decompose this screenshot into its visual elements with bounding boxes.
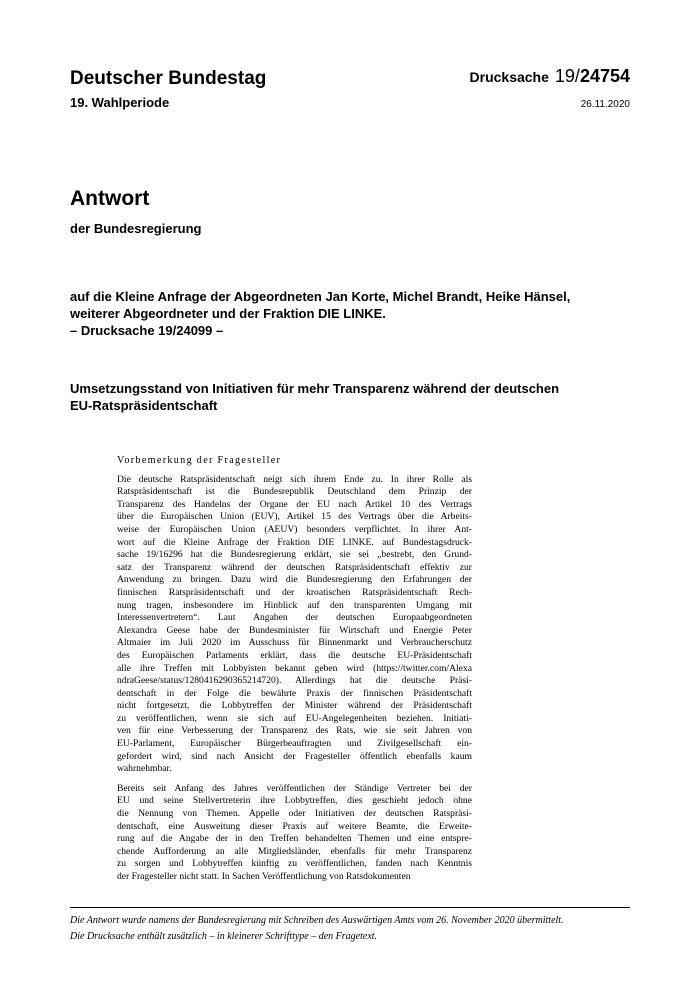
footer-divider [70,907,630,908]
paragraph-line: Bereits seit Anfang des Jahres veröffentlichen der Ständige Vertreter bei der [117,782,472,794]
paragraph-line: satz der Transparenz während der deutschen Ratspräsidentschaft effektiv zur [117,561,472,573]
paragraph-line: Transparenz des Handelns der Organe der EU nach Artikel 10 des Vertrags [117,498,472,510]
document-number-value: 24754 [579,66,630,86]
paragraph-line: Ratspräsidentschaft ist die Bundesrepublik Deutschland dem Prinzip der [117,486,472,498]
subject-title [70,380,640,414]
paragraph-2 [117,783,472,884]
paragraph-line: ndraGeese/status/1280416290365214720). Allerdings hat die deutsche Präsi- [117,675,472,687]
paragraph-line: rung auf die Angabe der in den Treffen behandelten Themen und eine entspre- [117,833,472,845]
paragraph-line: sache 19/16296 hat die Bundesregierung erklärt, sie sei „bestrebt, den Grund- [117,549,472,561]
paragraph-line: gefordert wird, sind nach Ansicht der Fragesteller öffentlich ebenfalls kaum [117,750,472,762]
document-date: 26.11.2020 [580,99,630,110]
paragraph-line: Alexandra Geese habe der Bundesminister für Wirtschaft und Energie Peter [117,624,472,636]
paragraph-line: zu veröffentlichen, wenn sie sich auf EU-Angelegenheiten beziehen. Initiati- [117,712,472,724]
paragraph-1 [117,474,472,776]
paragraph-line: wort auf die Kleine Anfrage der Fraktion DIE LINKE. auf Bundestagsdruck- [117,536,472,548]
paragraph-line: dentschaft, eine Ausweitung dieser Praxis auf weitere Beamte, die Erweite- [117,820,472,832]
subject-line: EU-Ratspräsidentschaft [70,398,218,413]
paragraph-line: wahrnehmbar. [117,763,172,775]
paragraph-line: dentschaft in der Folge die bewährte Praxis der finnischen Präsidentschaft [117,687,472,699]
paragraph-line: die Nennung von Themen. Appelle oder Initiativen der deutschen Ratspräsi- [117,808,472,820]
inquiry-line: weiterer Abgeordneter und der Fraktion DIE LINKE. [70,306,386,321]
paragraph-line: ven für eine Verbesserung der Transparenz des Rats, wie sie seit Jahren von [117,725,472,737]
page-title: Antwort [70,187,150,210]
document-prefix: 19/ [554,66,580,86]
paragraph-line: nung tragen, insbesondere im Hinblick auf den transparenten Umgang mit [117,599,472,611]
inquiry-line: auf die Kleine Anfrage der Abgeordneten Jan Korte, Michel Brandt, Heike Hänsel, [70,289,571,304]
paragraph-line: Die deutsche Ratspräsidentschaft neigt sich ihrem Ende zu. In ihrer Rolle als [117,473,472,485]
paragraph-line: weise der Europäischen Union (AEUV) besonders verpflichtet. In ihrer Ant- [117,523,472,535]
document-label: Drucksache [469,69,549,85]
paragraph-line: Interessenvertretern“. Laut Angaben der deutschen Europaabgeordneten [117,612,472,624]
paragraph-line: finnischen Ratspräsidentschaft und der kroatischen Ratspräsidentschaft Rech- [117,586,472,598]
paragraph-line: über die Europäischen Union (EUV), Artikel 15 des Vertrags über die Arbeits- [117,511,472,523]
document-number [470,66,630,87]
preliminary-remark-heading: Vorbemerkung der Fragesteller [117,455,282,466]
electoral-period: 19. Wahlperiode [70,95,170,110]
paragraph-line: EU-Parlament, Europäischer Bürgerbeauftragten und Zivilgesellschaft ein- [117,738,472,750]
institution-name: Deutscher Bundestag [70,68,267,89]
paragraph-line: alle ihre Treffen mit Lobbyisten bekannt geben wird (https://twitter.com/Alexa [117,662,472,674]
preliminary-remark [117,455,472,891]
inquiry-line: – Drucksache 19/24099 – [70,323,224,338]
footer-line-1: Die Antwort wurde namens der Bundesregierung mit Schreiben des Auswärtigen Amts vom 26. November 2020 übermittelt. [70,915,564,926]
subject-line: Umsetzungsstand von Initiativen für mehr Transparenz während der deutschen [70,381,560,396]
paragraph-line: Altmaier im Juli 2020 im Ausschuss für Binnenmarkt und Verbraucherschutz [117,637,472,649]
inquiry-reference [70,288,640,339]
paragraph-line: des Europäischen Parlaments erklärt, dass die deutsche EU-Präsidentschaft [117,649,472,661]
footer-note [70,913,650,945]
paragraph-line: der Fragesteller nicht statt. In Sachen Veröffentlichung von Ratsdokumenten [117,871,411,882]
paragraph-line: Anwendung zu bringen. Dazu wird die Bundesregierung den Erfahrungen der [117,574,472,586]
page-subtitle: der Bundesregierung [70,221,202,236]
footer-line-2: Die Drucksache enthält zusätzlich – in kleinerer Schrifttype – den Fragetext. [70,931,378,942]
paragraph-line: EU und seine Stellvertreterin ihre Lobbytreffen, dies geschieht jedoch ohne [117,795,472,807]
paragraph-line: zu sorgen und Lobbytreffen künftig zu veröffentlichen, fanden nach Kenntnis [117,858,472,870]
paragraph-line: chende Aufforderung an alle Mitgliedsländer, ebenfalls für mehr Transparenz [117,845,472,857]
paragraph-line: nicht fortgesetzt, die Lobbytreffen der Minister während der Präsidentschaft [117,700,472,712]
